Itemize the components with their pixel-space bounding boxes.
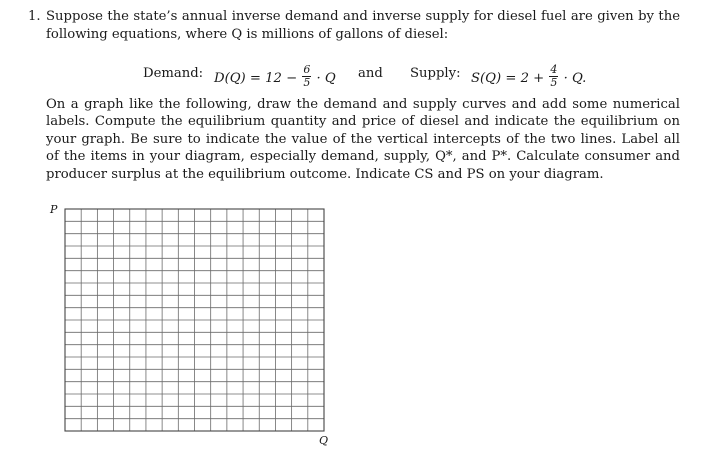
demand-rhs: · Q <box>316 71 336 86</box>
problem-intro: Suppose the state’s annual inverse demand and inverse supply for diesel fuel are given by the following equations, where Q is millions of gallons of diesel: <box>46 9 680 42</box>
grid-lines <box>65 209 324 431</box>
demand-label: Demand: <box>143 66 204 81</box>
demand-fraction <box>302 64 311 89</box>
supply-fraction-denominator: 5 <box>550 76 558 89</box>
equation-line <box>28 56 680 92</box>
supply-fraction <box>549 64 558 89</box>
grid-border <box>65 209 324 431</box>
demand-equation <box>214 63 336 91</box>
y-axis-label: P <box>50 203 58 216</box>
supply-lhs: S(Q) = 2 + <box>471 71 545 86</box>
x-axis-label: Q <box>319 434 329 447</box>
supply-rhs: · Q. <box>563 71 587 86</box>
supply-equation <box>471 63 587 91</box>
demand-fraction-numerator: 6 <box>303 63 311 76</box>
problem-number: 1. <box>28 9 41 24</box>
supply-label: Supply: <box>410 66 461 81</box>
and-word: and <box>358 66 383 81</box>
demand-fraction-denominator: 5 <box>303 76 311 89</box>
problem-block <box>28 8 680 182</box>
supply-fraction-numerator: 4 <box>550 63 558 76</box>
demand-lhs: D(Q) = 12 − <box>214 71 298 86</box>
problem-instructions: On a graph like the following, draw the demand and supply curves and add some numerical labels. Compute the equilibrium quantity and price of diesel and indicate the equilibrium on your graph. Be sure to indicate the value of the vertical intercepts of the two lines. Label all of the items in your diagram, especially demand, supply, Q*, and P*. Calculate consumer and producer surplus at the equilibrium outcome. Indicate CS and PS on your diagram. <box>46 97 680 182</box>
